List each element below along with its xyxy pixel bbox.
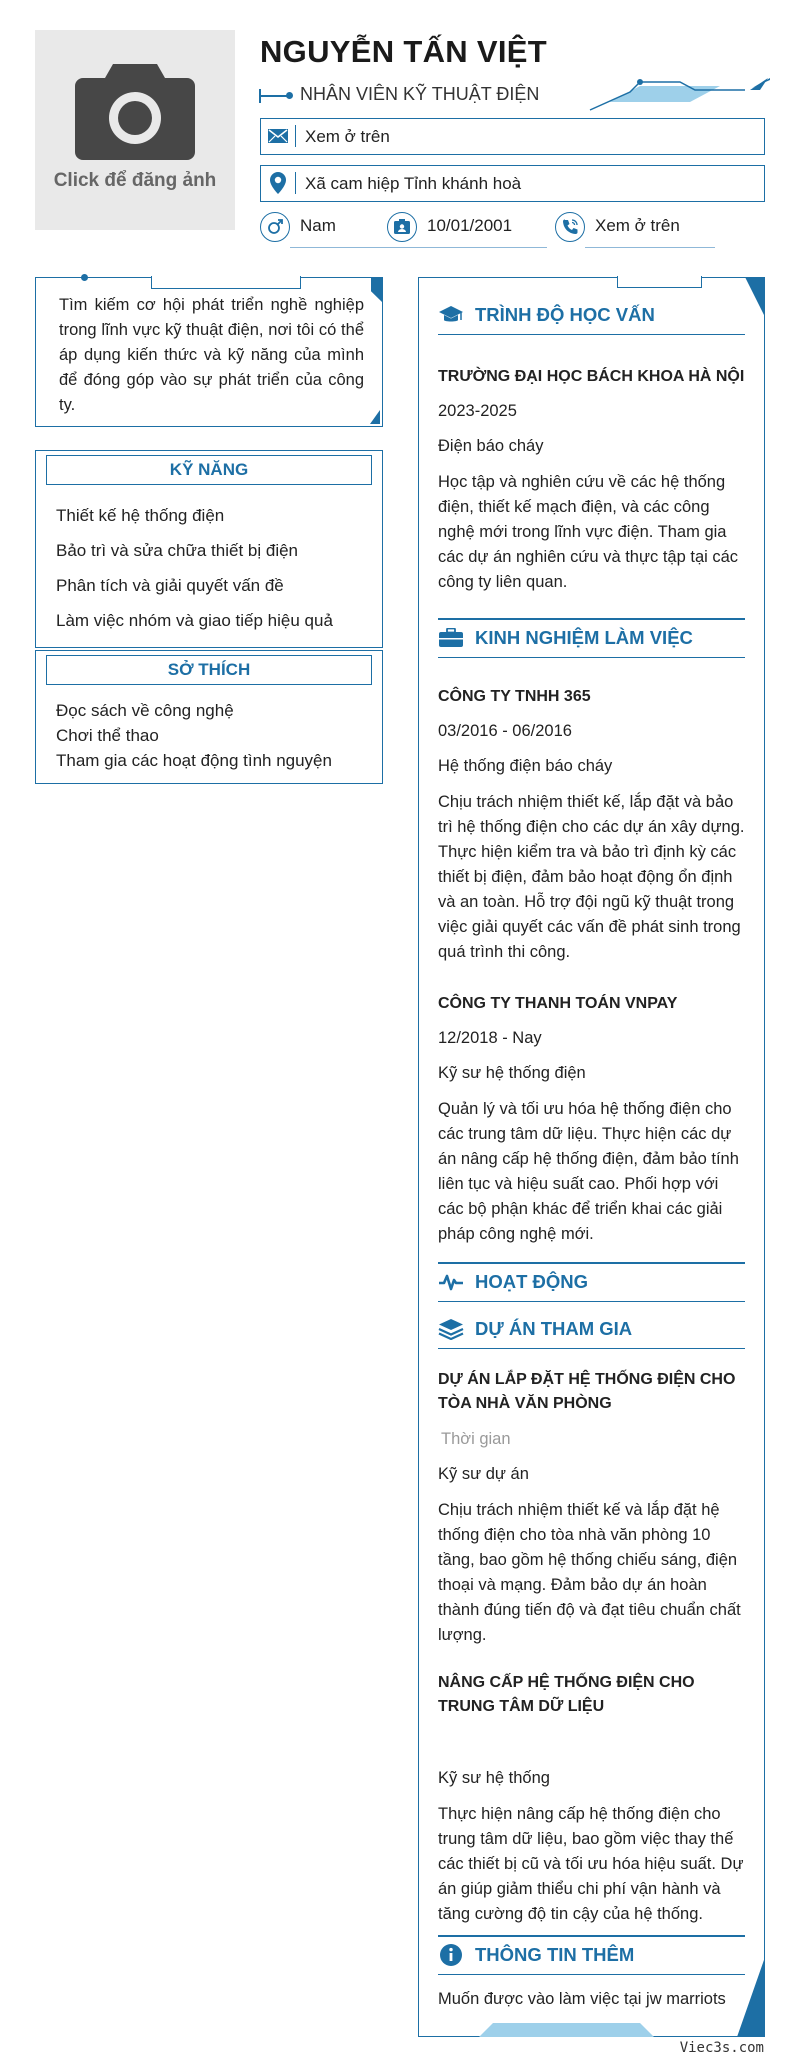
experience-section-header	[438, 618, 745, 658]
projects-title: DỰ ÁN THAM GIA	[475, 1318, 633, 1339]
skills-heading: KỸ NĂNG	[46, 455, 372, 485]
education-major[interactable]: Điện báo cháy	[438, 437, 544, 455]
section-underline	[438, 657, 745, 659]
section-overline	[438, 1935, 745, 1937]
title-dash-decoration	[260, 95, 290, 97]
section-underline	[438, 1348, 745, 1350]
activities-title: HOẠT ĐỘNG	[475, 1271, 589, 1292]
project-name[interactable]: NÂNG CẤP HỆ THỐNG ĐIỆN CHO TRUNG TÂM DỮ LIỆU	[438, 1674, 695, 1715]
project-name[interactable]: DỰ ÁN LẮP ĐẶT HỆ THỐNG ĐIỆN CHO TÒA NHÀ VĂN PHÒNG	[438, 1371, 736, 1412]
experience-title: KINH NGHIỆM LÀM VIỆC	[475, 627, 693, 648]
gender-icon	[260, 212, 290, 242]
skills-box	[35, 450, 383, 648]
birthday-value: 10/01/2001	[427, 216, 513, 235]
career-objective-box	[35, 277, 383, 427]
phone-icon	[555, 212, 585, 242]
photo-caption: Click để đăng ảnh	[53, 170, 217, 191]
job-period[interactable]: 12/2018 - Nay	[438, 1029, 542, 1047]
skill-item[interactable]: Bảo trì và sửa chữa thiết bị điện	[56, 541, 299, 560]
education-period[interactable]: 2023-2025	[438, 402, 517, 420]
field-underline	[290, 247, 425, 248]
section-underline	[438, 1301, 745, 1303]
job-position[interactable]: Kỹ sư hệ thống điện	[438, 1064, 586, 1082]
frame-corner-decoration	[745, 277, 765, 317]
frame-notch	[151, 276, 301, 289]
job-description[interactable]: Chịu trách nhiệm thiết kế, lắp đặt và bảo trì hệ thống điện cho các dự án xây dựng. Thực hiện kiểm tra và bảo trì định kỳ các thiết bị điện, đảm bảo hoạt động ổn định và an toàn. Hỗ trợ đội ngũ kỹ thuật trong việc giải quyết các vấn đề phát sinh trong quá trình thi công.	[438, 793, 745, 961]
frame-tab	[617, 276, 702, 288]
skill-item[interactable]: Thiết kế hệ thống điện	[56, 506, 225, 525]
job-period[interactable]: 03/2016 - 06/2016	[438, 722, 572, 740]
hobbies-heading: SỞ THÍCH	[46, 655, 372, 685]
hobby-item[interactable]: Tham gia các hoạt động tình nguyện	[56, 751, 332, 770]
gender-value: Nam	[300, 216, 336, 235]
briefcase-icon	[438, 626, 464, 650]
section-underline	[438, 334, 745, 336]
company-name[interactable]: CÔNG TY THANH TOÁN VNPAY	[438, 995, 678, 1012]
id-card-icon	[387, 212, 417, 242]
skill-item[interactable]: Làm việc nhóm và giao tiếp hiệu quả	[56, 611, 333, 630]
hobby-item[interactable]: Chơi thể thao	[56, 726, 159, 745]
hobbies-box	[35, 650, 383, 784]
project-role[interactable]: Kỹ sư hệ thống	[438, 1769, 550, 1787]
career-objective-text[interactable]: Tìm kiếm cơ hội phát triển nghề nghiệp trong lĩnh vực kỹ thuật điện, nơi tôi có thể áp dụng kiến thức và kỹ năng của mình để đóng góp vào sự phát triển của công ty.	[59, 296, 364, 414]
frame-bottom-decoration	[479, 2023, 654, 2037]
field-separator	[295, 172, 296, 194]
camera-icon	[75, 58, 195, 164]
frame-corner-decoration	[370, 410, 380, 424]
skill-item[interactable]: Phân tích và giải quyết vấn đề	[56, 576, 284, 595]
graduation-cap-icon	[438, 303, 464, 327]
frame-corner-decoration	[371, 277, 383, 303]
job-position[interactable]: Hệ thống điện báo cháy	[438, 757, 613, 775]
project-role[interactable]: Kỹ sư dự án	[438, 1465, 529, 1483]
project-description[interactable]: Chịu trách nhiệm thiết kế và lắp đặt hệ thống điện cho tòa nhà văn phòng 10 tầng, bao gồm hệ thống chiếu sáng, điện thoại và mạng. Đảm bảo dự án hoàn thành đúng tiến độ và đạt tiêu chuẩn chất lượng.	[438, 1501, 741, 1644]
email-value: Xem ở trên	[305, 127, 390, 146]
section-overline	[438, 1262, 745, 1264]
additional-info-title: THÔNG TIN THÊM	[475, 1944, 635, 1965]
field-underline	[417, 247, 547, 248]
field-underline	[585, 247, 715, 248]
email-field[interactable]	[260, 118, 765, 155]
job-description[interactable]: Quản lý và tối ưu hóa hệ thống điện cho các trung tâm dữ liệu. Thực hiện các dự án nâng cấp hệ thống điện, đảm bảo tính liên tục và hiệu suất cao. Phối hợp với các bộ phận khác để triển khai các giải pháp công nghệ mới.	[438, 1100, 739, 1243]
section-overline	[438, 618, 745, 620]
education-title: TRÌNH ĐỘ HỌC VẤN	[475, 304, 655, 325]
layers-icon	[438, 1317, 464, 1341]
project-time-placeholder[interactable]: Thời gian	[441, 1430, 511, 1448]
company-name[interactable]: CÔNG TY TNHH 365	[438, 688, 591, 705]
site-watermark: Viec3s.com	[679, 2040, 764, 2056]
address-value: Xã cam hiệp Tỉnh khánh hoà	[305, 174, 522, 193]
school-name[interactable]: TRƯỜNG ĐẠI HỌC BÁCH KHOA HÀ NỘI	[438, 368, 745, 385]
location-pin-icon	[261, 166, 294, 200]
activities-section-header	[438, 1262, 745, 1302]
photo-upload[interactable]	[35, 30, 235, 230]
hobby-item[interactable]: Đọc sách về công nghệ	[56, 701, 234, 720]
job-title: NHÂN VIÊN KỸ THUẬT ĐIỆN	[300, 84, 540, 104]
frame-dot	[81, 274, 88, 281]
project-description[interactable]: Thực hiện nâng cấp hệ thống điện cho trung tâm dữ liệu, bao gồm việc thay thế các thiết bị cũ và tối ưu hóa hiệu suất. Dự án giúp giảm thiểu chi phí vận hành và tăng cường độ tin cậy của hệ thống.	[438, 1805, 744, 1923]
circuit-decoration	[570, 74, 770, 112]
additional-info-text[interactable]: Muốn được vào làm việc tại jw marriots	[438, 1990, 726, 2008]
projects-section-header	[438, 1309, 745, 1349]
field-separator	[295, 125, 296, 147]
envelope-icon	[261, 119, 294, 153]
additional-info-section-header	[438, 1935, 745, 1975]
candidate-name: NGUYỄN TẤN VIỆT	[260, 34, 547, 69]
phone-value: Xem ở trên	[595, 216, 680, 235]
section-underline	[438, 1974, 745, 1976]
education-description[interactable]: Học tập và nghiên cứu về các hệ thống điện, thiết kế mạch điện, và các công nghệ mới trong lĩnh vực điện. Tham gia các dự án nghiên cứu và thực tập tại các công ty liên quan.	[438, 473, 739, 591]
pulse-icon	[438, 1270, 464, 1294]
address-field[interactable]	[260, 165, 765, 202]
education-section-header	[438, 295, 745, 335]
info-icon	[438, 1943, 464, 1967]
